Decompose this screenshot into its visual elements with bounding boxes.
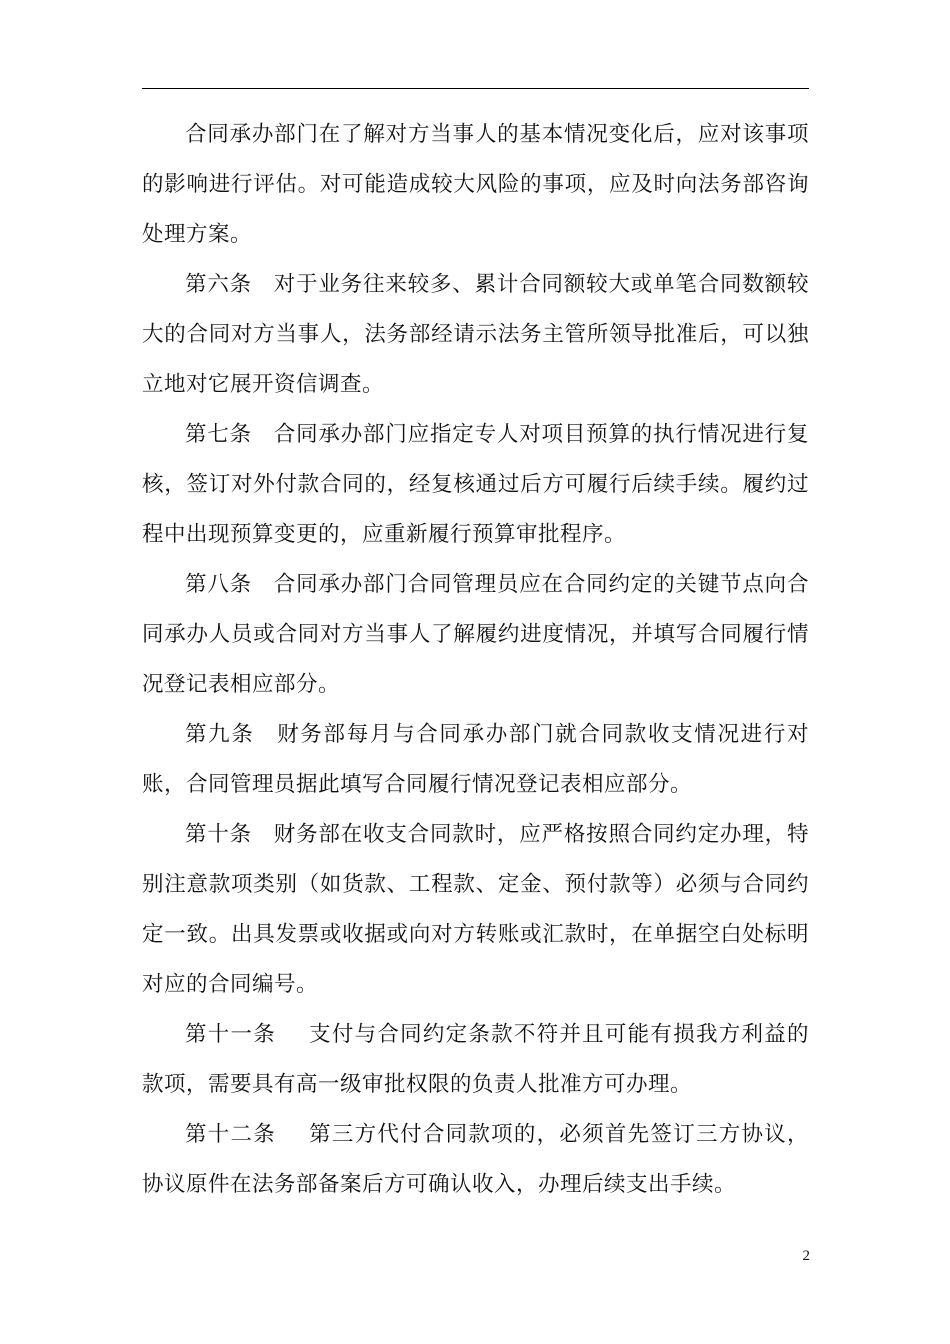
article-text: 对于业务往来较多、累计合同额较大或单笔合同数额较大的合同对方当事人，法务部经请示法务主管所领导批准后，可以独立地对它展开资信调查。 (142, 272, 809, 397)
paragraph-text: 合同承办部门在了解对方当事人的基本情况变化后，应对该事项的影响进行评估。对可能造成较大风险的事项，应及时向法务部咨询处理方案。 (142, 122, 809, 247)
article-text: 财务部在收支合同款时，应严格按照合同约定办理，特别注意款项类别（如货款、工程款、定金、预付款等）必须与合同约定一致。出具发票或收据或向对方转账或汇款时，在单据空白处标明对应的合同编号。 (142, 822, 809, 997)
article-6 (142, 260, 809, 410)
article-number: 第七条 (185, 422, 252, 447)
article-text: 合同承办部门合同管理员应在合同约定的关键节点向合同承办人员或合同对方当事人了解履约进度情况，并填写合同履行情况登记表相应部分。 (142, 572, 809, 697)
article-10 (142, 810, 809, 1010)
header-rule (142, 88, 809, 89)
article-number: 第十二条 (185, 1122, 277, 1147)
document-body (142, 110, 809, 1210)
article-text: 财务部每月与合同承办部门就合同款收支情况进行对账，合同管理员据此填写合同履行情况登记表相应部分。 (142, 722, 809, 797)
page-number: 2 (802, 1248, 810, 1264)
article-8 (142, 560, 809, 710)
article-number: 第十一条 (185, 1022, 277, 1047)
article-number: 第八条 (185, 572, 252, 597)
article-9 (142, 710, 809, 810)
article-text: 第三方代付合同款项的，必须首先签订三方协议，协议原件在法务部备案后方可确认收入，办理后续支出手续。 (142, 1122, 809, 1197)
article-12 (142, 1110, 809, 1210)
article-number: 第十条 (185, 822, 252, 847)
article-number: 第六条 (185, 272, 252, 297)
article-7 (142, 410, 809, 560)
article-11 (142, 1010, 809, 1110)
article-number: 第九条 (185, 722, 255, 747)
article-text: 合同承办部门应指定专人对项目预算的执行情况进行复核，签订对外付款合同的，经复核通过后方可履行后续手续。履约过程中出现预算变更的，应重新履行预算审批程序。 (142, 422, 809, 547)
paragraph-continuation (142, 110, 809, 260)
article-text: 支付与合同约定条款不符并且可能有损我方利益的款项，需要具有高一级审批权限的负责人批准方可办理。 (142, 1022, 809, 1097)
